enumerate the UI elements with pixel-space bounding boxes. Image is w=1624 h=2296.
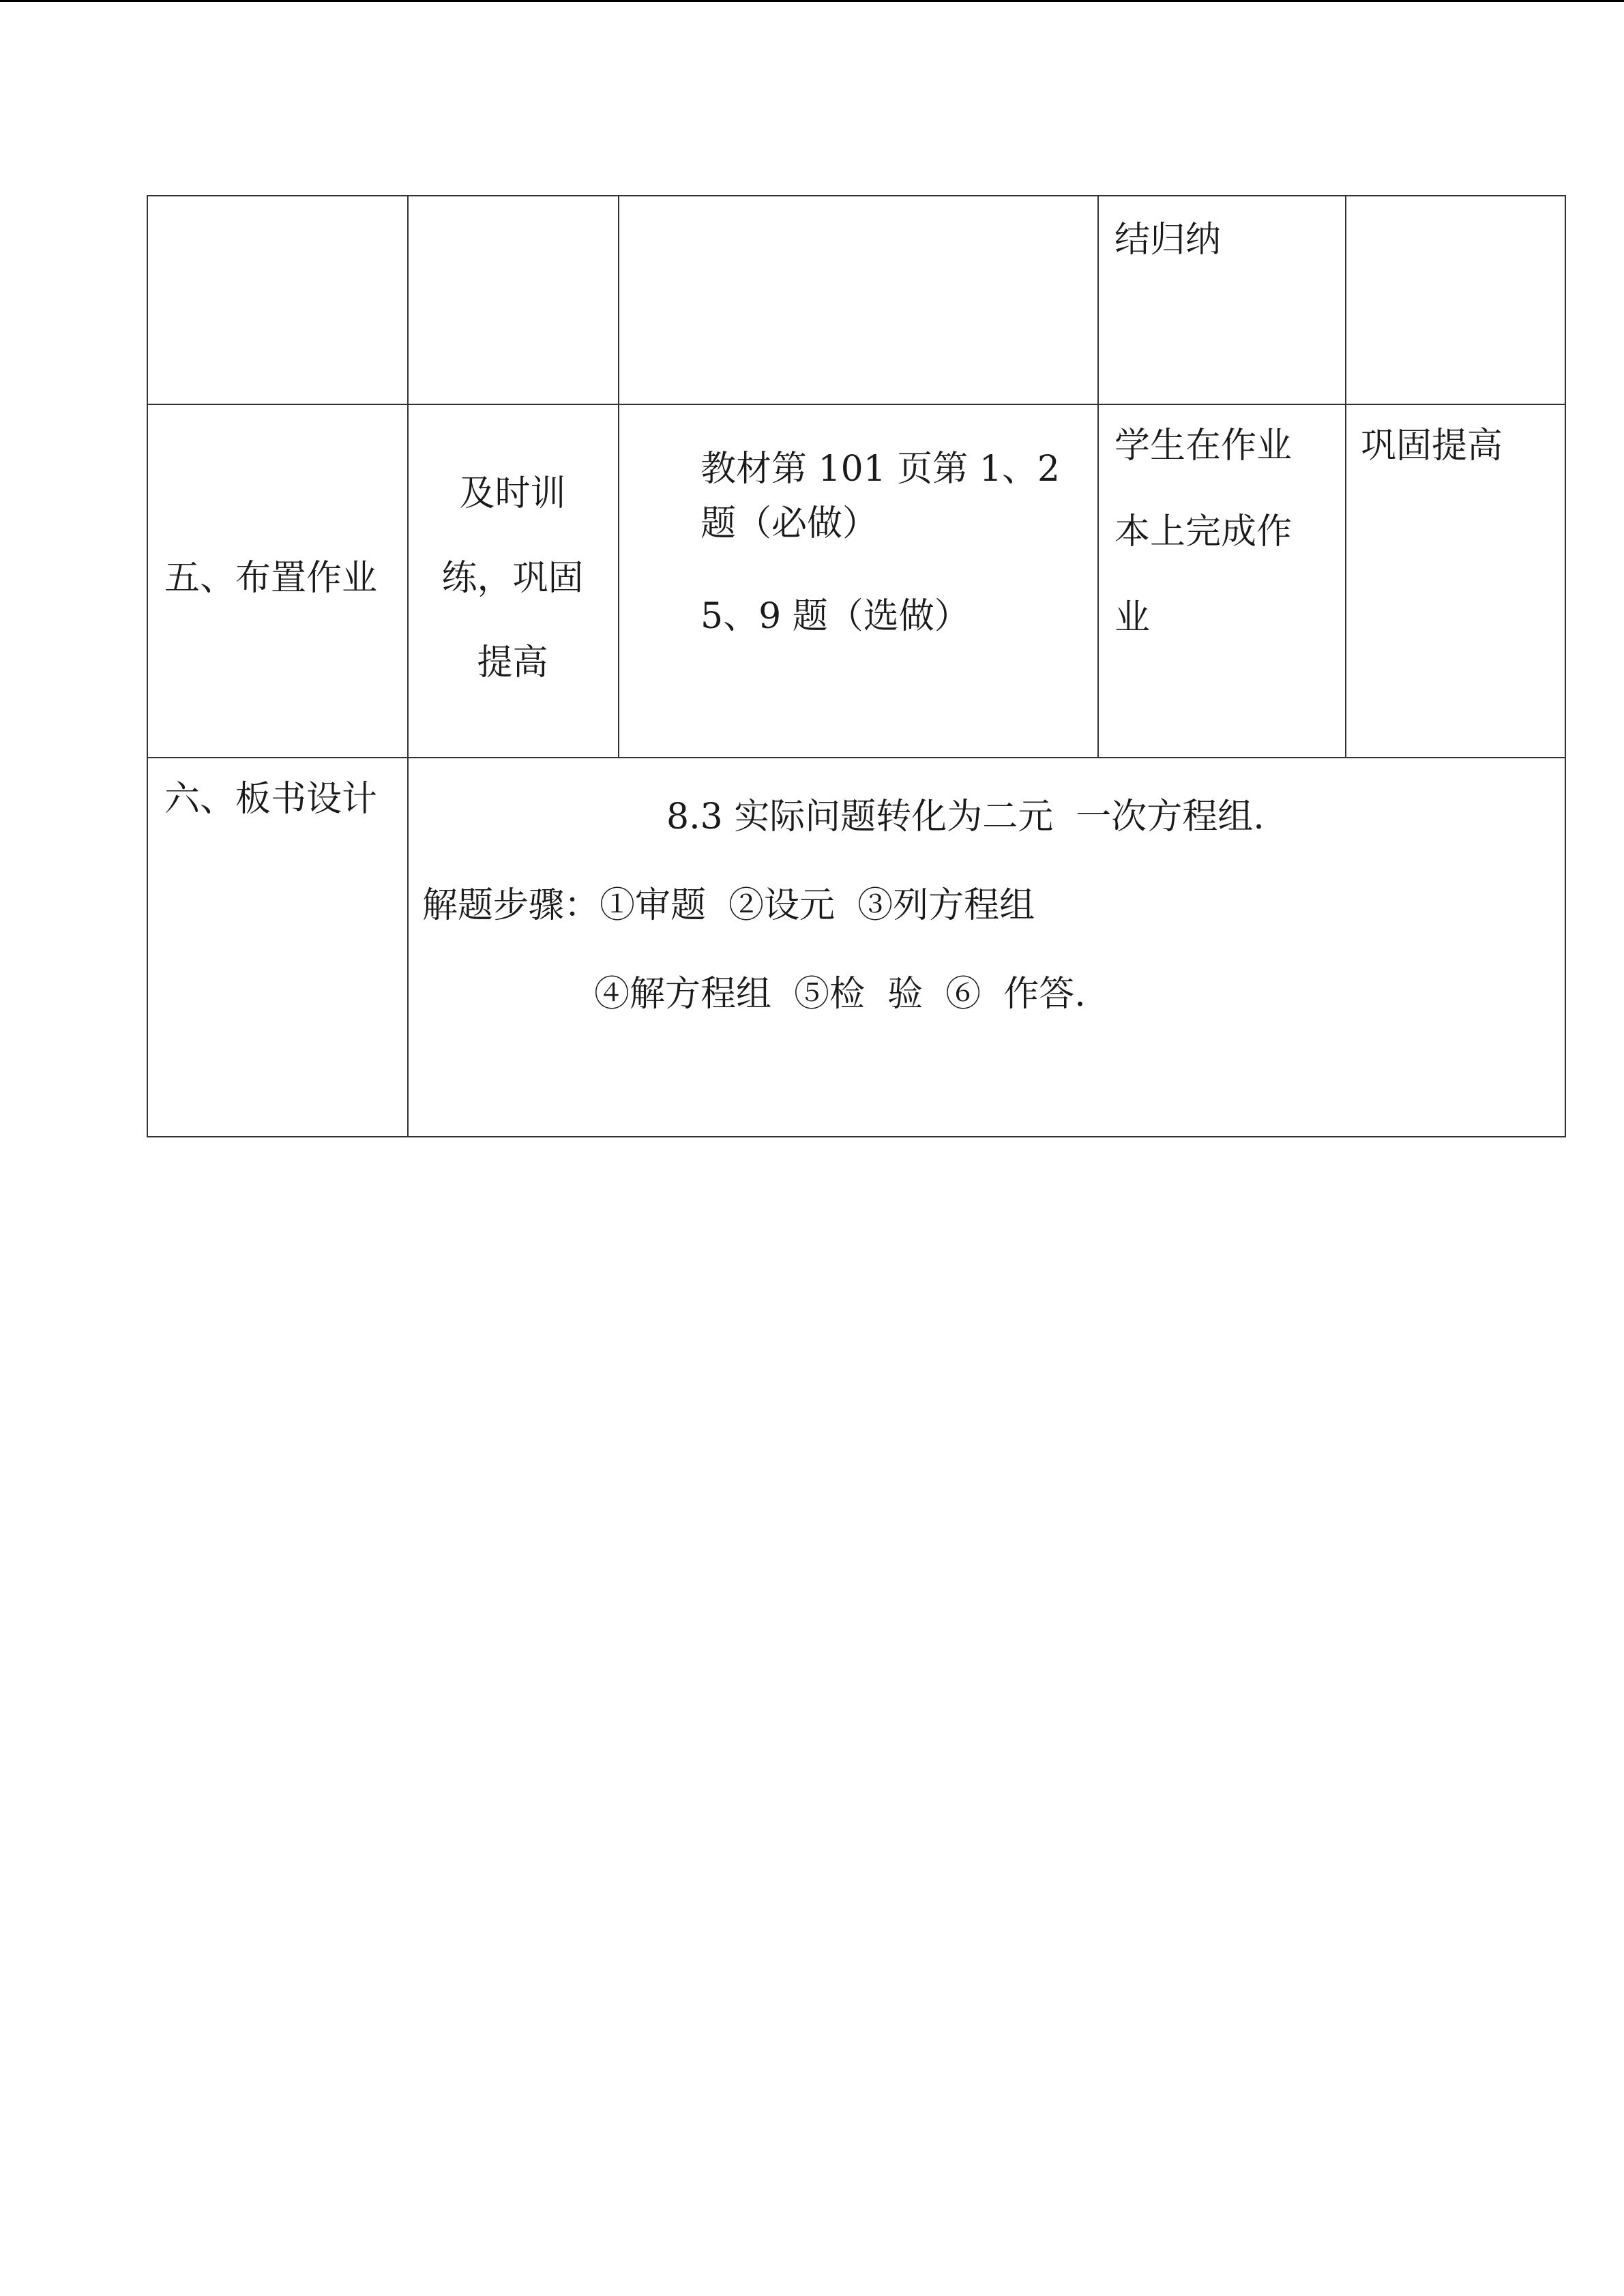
homework-intent-line-1: 及时训 [459,473,566,514]
row-divider-1 [148,404,1565,405]
board-stage-label: 六、板书设计 [164,779,378,820]
col-divider-2 [618,196,619,757]
homework-intent-line-3: 提高 [477,642,548,683]
col-divider-3 [1097,196,1099,757]
row-top-student-activity: 结归纳 [1114,220,1222,260]
board-steps-line-1: 解题步骤：①审题 ②设元 ③列方程组 [422,885,1035,926]
col-divider-4 [1345,196,1346,757]
homework-stage-label: 五、布置作业 [164,558,378,599]
homework-content-line-1: 教材第 101 页第 1、2 [700,449,1061,490]
homework-intent-line-2: 练，巩固 [441,558,584,599]
homework-student-line-2: 本上完成作 [1114,511,1293,552]
homework-student-line-1: 学生在作业 [1114,426,1293,466]
lesson-plan-table [147,195,1566,1137]
homework-student-line-3: 业 [1114,597,1151,638]
homework-content-line-2: 题（必做） [700,503,879,544]
row-divider-2 [148,757,1565,758]
homework-content-line-3: 5、9 题（选做） [700,596,970,637]
board-title: 8.3 实际问题转化为二元 一次方程组. [666,796,1265,837]
page-top-border [0,0,1624,2]
homework-purpose: 巩固提高 [1361,426,1503,466]
board-steps-line-2: ④解方程组 ⑤检 验 ⑥ 作答. [594,974,1086,1015]
